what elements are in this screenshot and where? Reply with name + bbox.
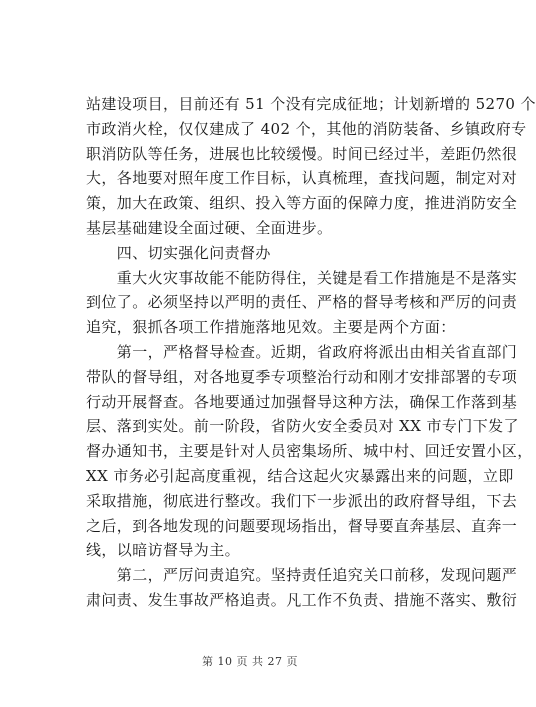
text-line: 行动开展督查。各地要通过加强督导这种方法，确保工作落到基 <box>86 392 518 411</box>
text-line: 线，以暗访督导为主。 <box>86 541 241 560</box>
text-line: 职消防队等任务，进展也比较缓慢。时间已经过半，差距仍然很 <box>86 144 518 163</box>
page-number-footer: 第 10 页 共 27 页 <box>202 655 298 668</box>
text-line: 市政消火栓，仅仅建成了 402 个，其他的消防装备、乡镇政府专 <box>86 119 527 138</box>
text-line: 追究，狠抓各项工作措施落地见效。主要是两个方面： <box>86 318 456 337</box>
text-line: XX 市务必引起高度重视，结合这起火灾暴露出来的问题，立即 <box>86 466 514 485</box>
document-body <box>86 92 536 613</box>
text-line: 第一，严格督导检查。近期，省政府将派出由相关省直部门 <box>86 342 518 361</box>
text-line: 大，各地要对照年度工作目标，认真梳理，查找问题，制定对对 <box>86 169 518 188</box>
text-line: 基层基础建设全面过硬、全面进步。 <box>86 218 333 237</box>
text-line: 采取措施，彻底进行整改。我们下一步派出的政府督导组，下去 <box>86 491 518 510</box>
text-line: 肃问责、发生事故严格追责。凡工作不负责、措施不落实、敷衍 <box>86 590 518 609</box>
text-line: 带队的督导组，对各地夏季专项整治行动和刚才安排部署的专项 <box>86 367 518 386</box>
text-line: 重大火灾事故能不能防得住，关键是看工作措施是不是落实 <box>86 268 518 287</box>
text-line: 站建设项目，目前还有 51 个没有完成征地；计划新增的 5270 个 <box>86 95 536 113</box>
section-heading: 四、切实强化问责督办 <box>86 243 271 262</box>
text-line: 第二，严厉问责追究。坚持责任追究关口前移，发现问题严 <box>86 566 518 585</box>
text-line: 层、落到实处。前一阶段，省防火安全委员对 XX 市专门下发了 <box>86 417 519 436</box>
text-line: 之后，到各地发现的问题要现场指出，督导要直奔基层、直奔一 <box>86 516 518 535</box>
text-line: 到位了。必须坚持以严明的责任、严格的督导考核和严厉的问责 <box>86 293 518 312</box>
text-line: 策，加大在政策、组织、投入等方面的保障力度，推进消防安全 <box>86 194 518 213</box>
text-line: 督办通知书，主要是针对人员密集场所、城中村、回迁安置小区， <box>86 442 533 461</box>
